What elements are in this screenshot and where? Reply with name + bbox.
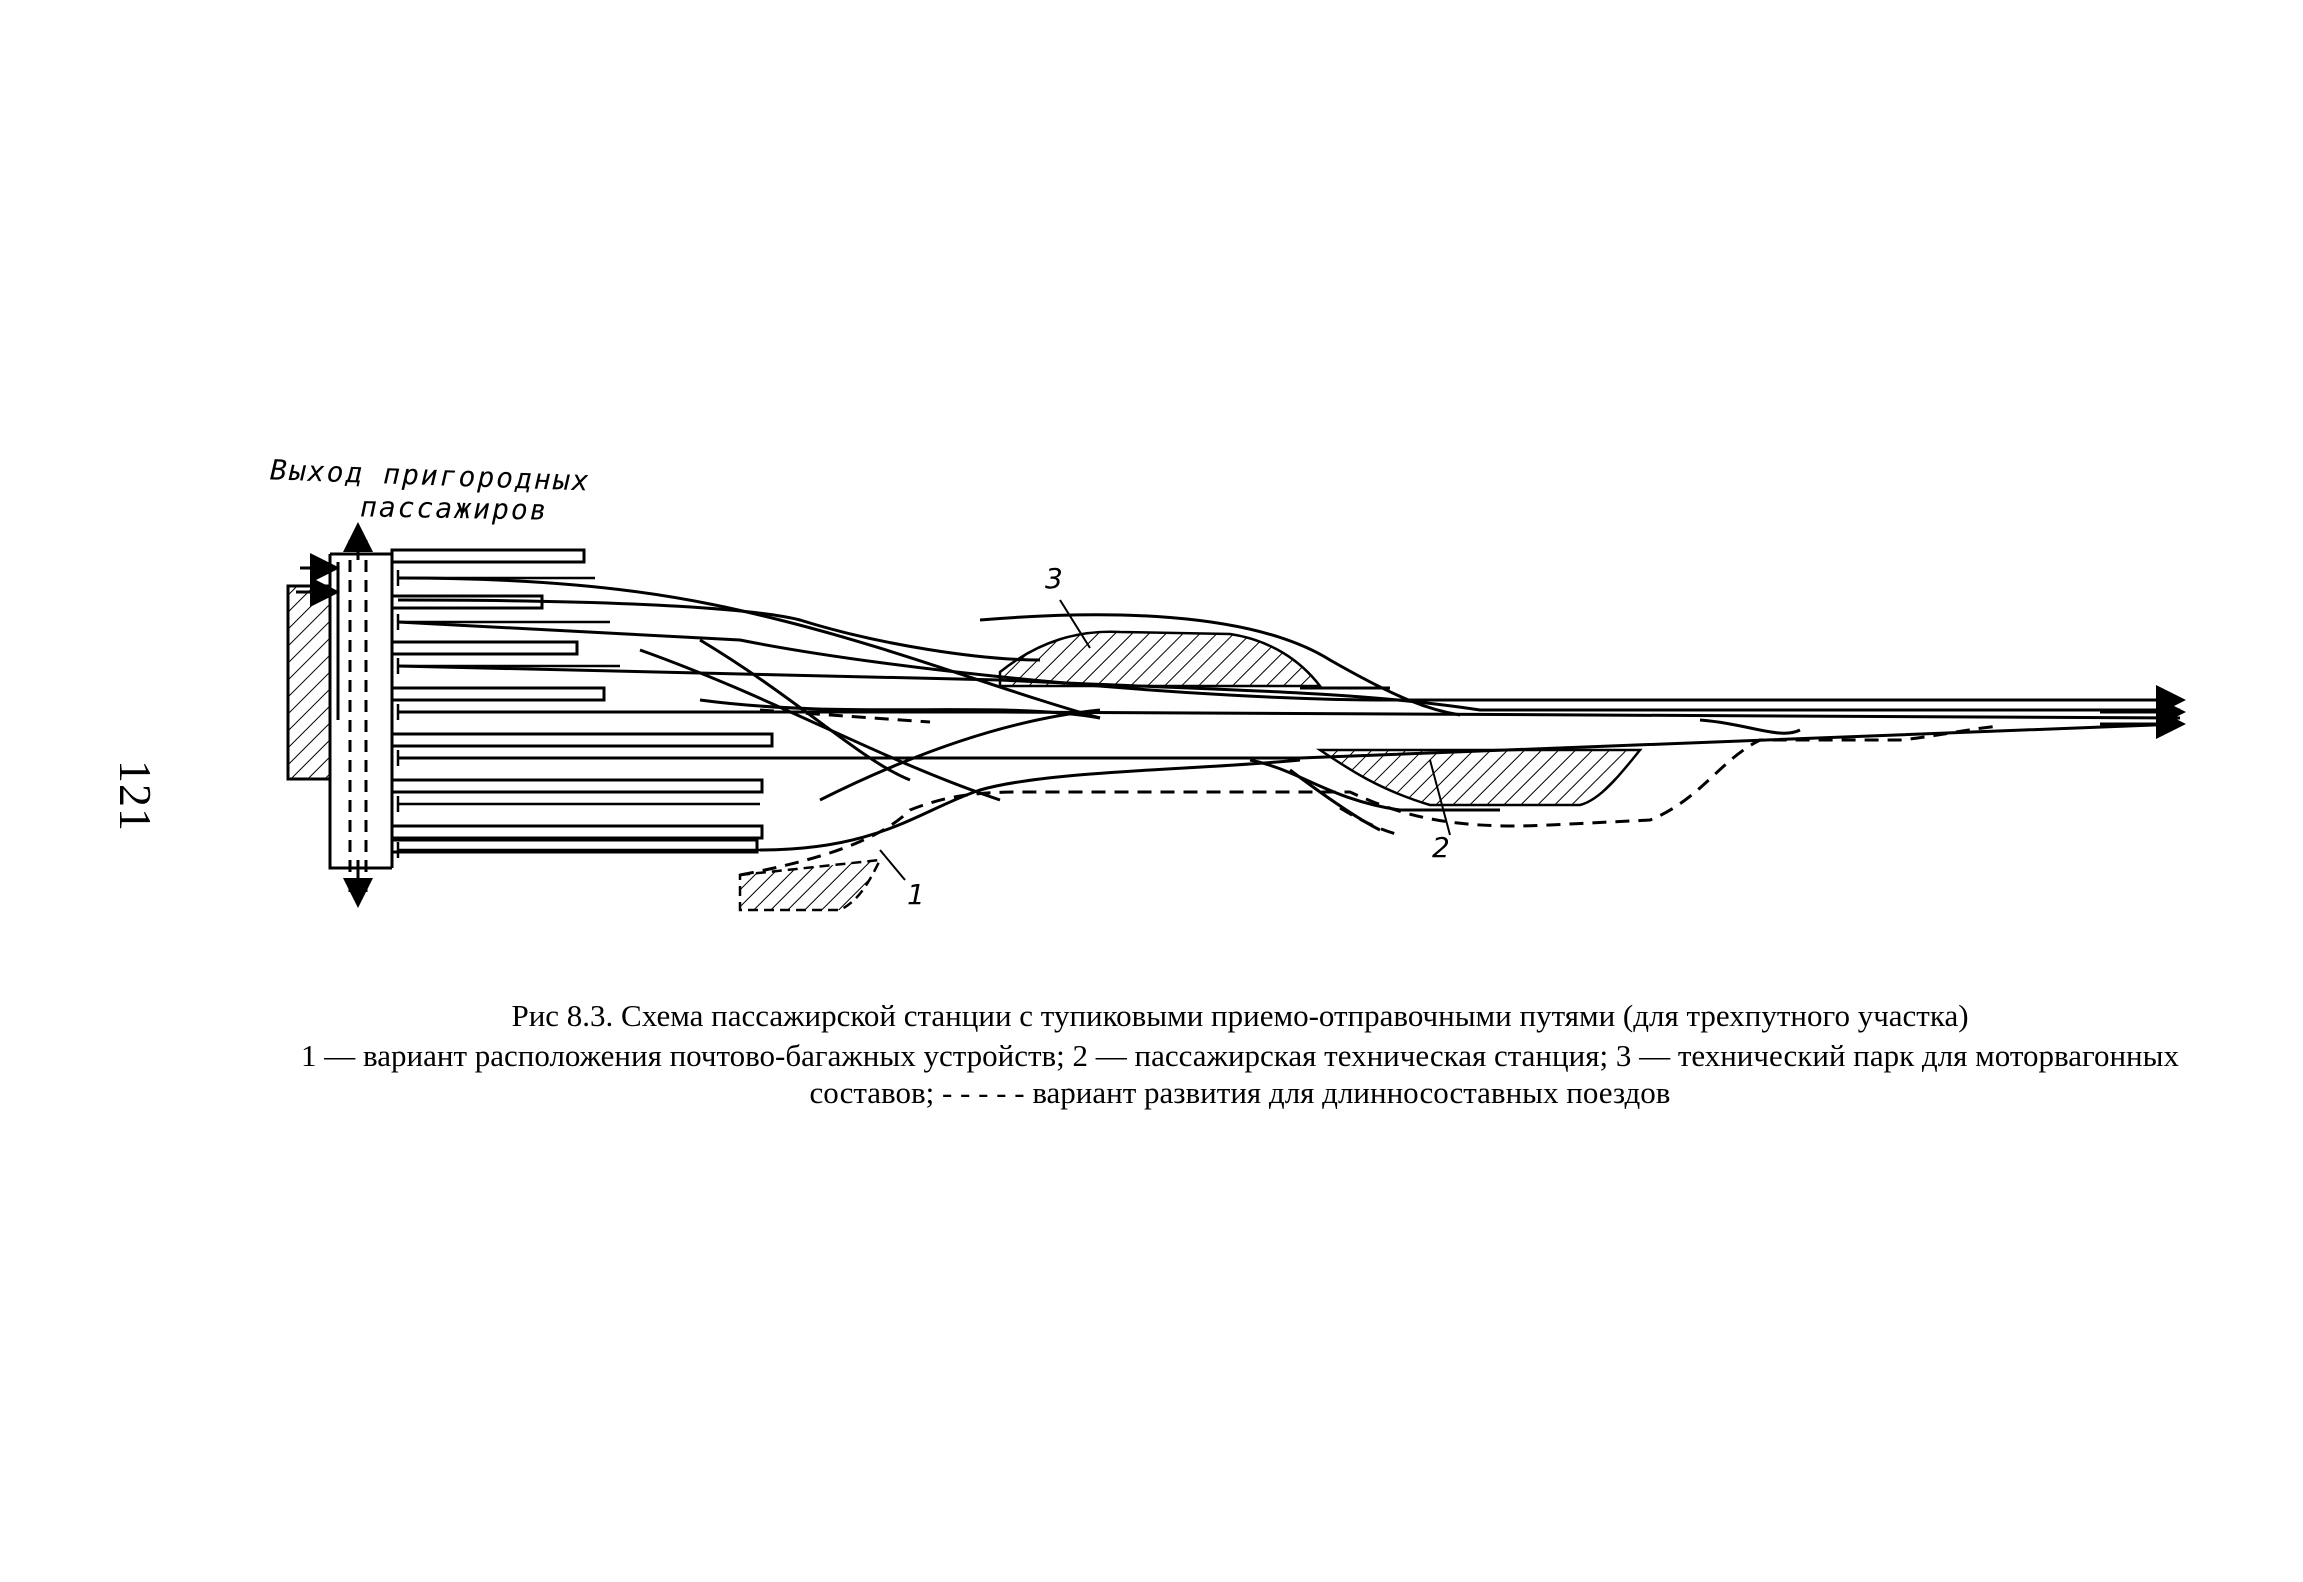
platform	[392, 550, 584, 562]
platform	[392, 780, 762, 792]
concourse	[330, 554, 392, 868]
approach-tracks	[2100, 700, 2180, 724]
callout-1: 1	[907, 878, 925, 911]
figure-caption-legend: 1 — вариант расположения почтово-багажных устройств; 2 — пассажирская техническая станция; 3 — технический парк для моторвагонных составов; - - - - - вариант развития для длинносоставных поездов	[301, 1038, 2179, 1111]
passenger-passages	[350, 540, 366, 900]
main-tracks	[398, 578, 2180, 850]
platform	[392, 734, 772, 746]
emu-technical-park	[1000, 632, 1320, 686]
callout-3: 3	[1045, 562, 1063, 595]
station-building	[288, 586, 330, 779]
mail-baggage-facility	[740, 860, 880, 910]
long-train-variant	[740, 710, 2000, 875]
exit-label-line1: Выход пригородных	[269, 453, 592, 498]
platform	[392, 688, 604, 700]
figure-caption-title: Рис 8.3. Схема пассажирской станции с тупиковыми приемо-отправочными путями (для трехпутного участка)	[511, 998, 1969, 1033]
exit-label-line2: пассажиров	[359, 490, 549, 527]
terminal-tracks	[398, 570, 760, 858]
page-number: 121	[110, 760, 161, 832]
platform	[392, 642, 577, 654]
passenger-technical-station	[1320, 750, 1640, 805]
platform	[392, 826, 762, 838]
callout-2: 2	[1432, 831, 1450, 864]
